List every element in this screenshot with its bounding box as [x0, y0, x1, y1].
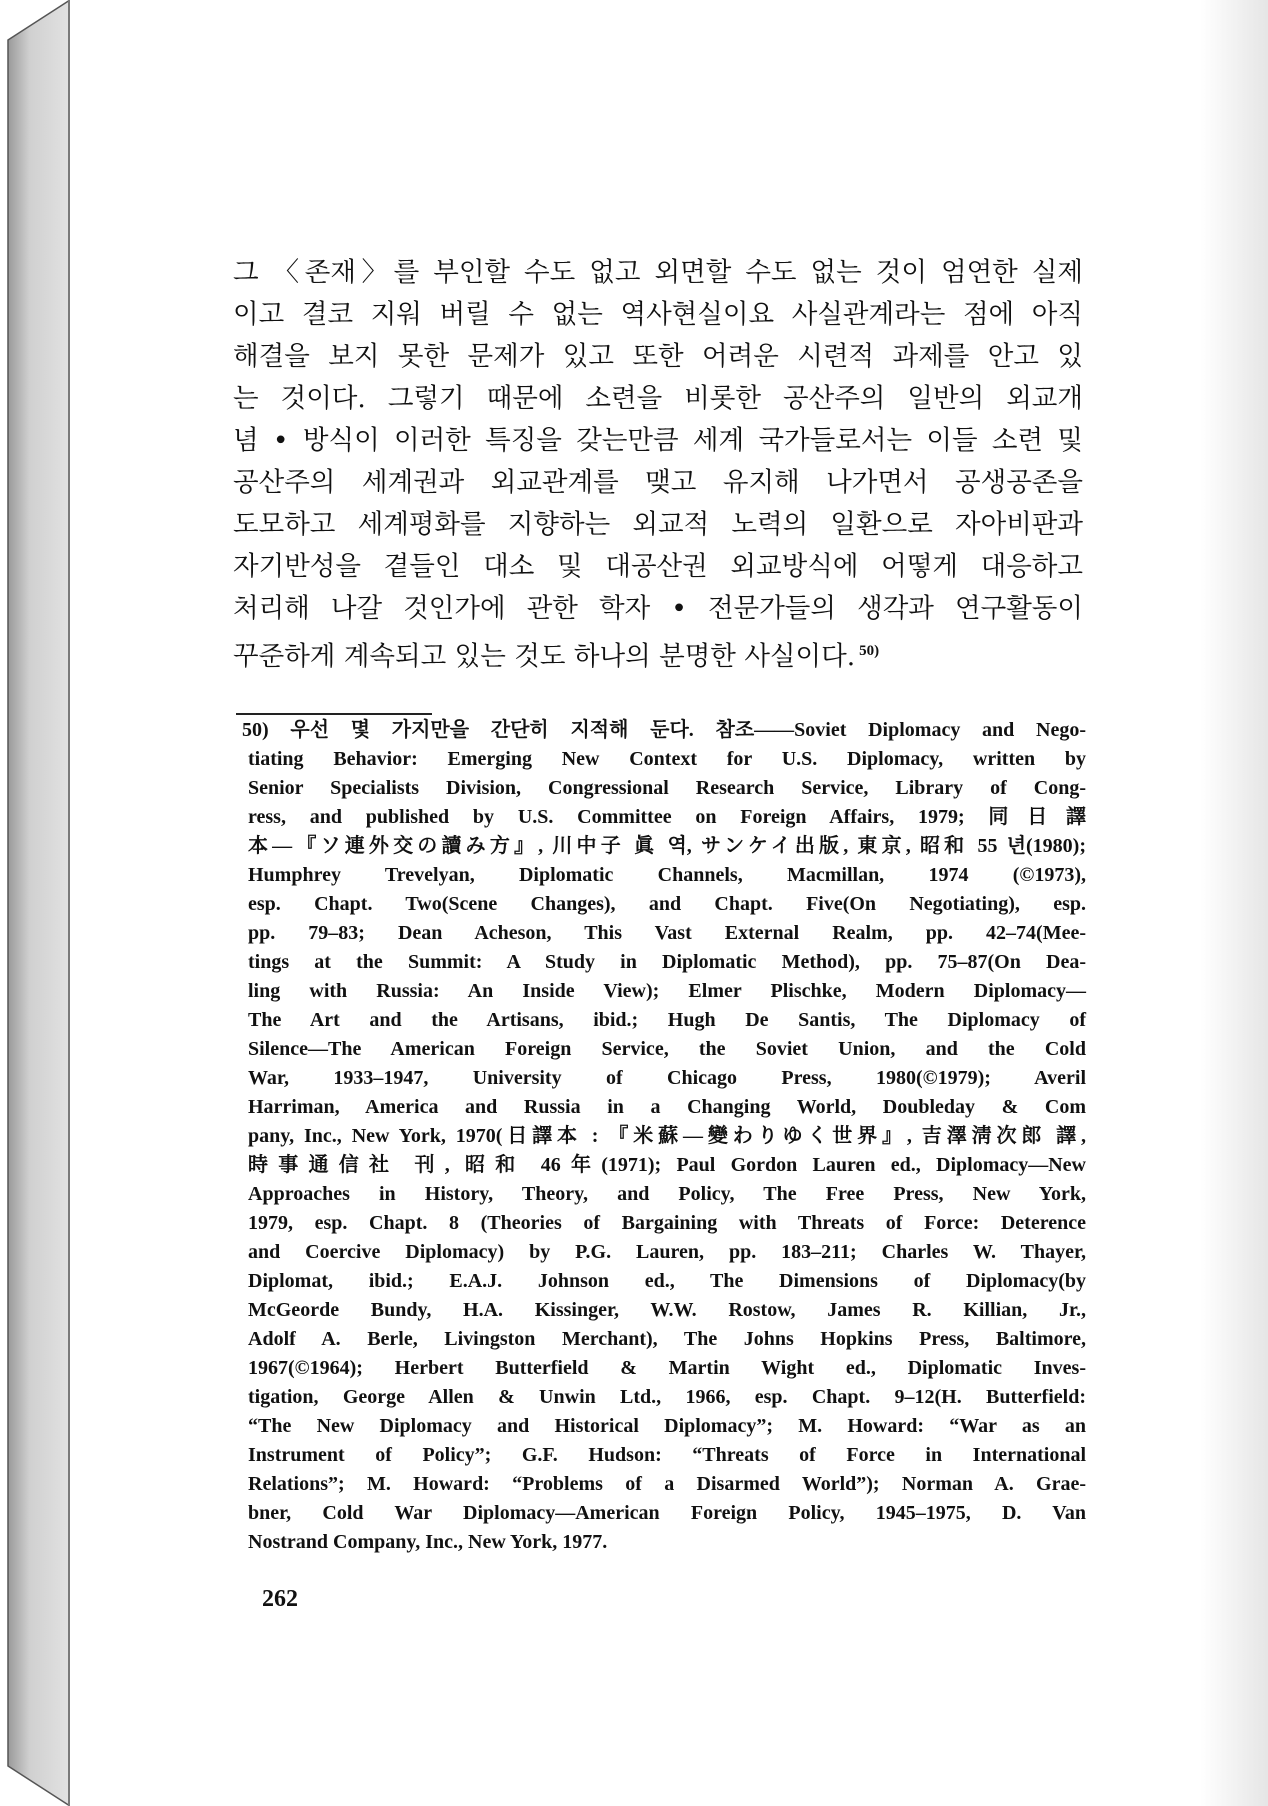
- footnote-reference: 50): [859, 643, 880, 659]
- body-line-last: [233, 630, 1083, 672]
- body-line: 자기반성을 곁들인 대소 및 대공산권 외교방식에 어떻게 대응하고: [233, 551, 1083, 582]
- footnote-line: “The New Diplomacy and Historical Diplomacy”; M. Howard: “War as an: [248, 1415, 1086, 1437]
- footnote-line: Harriman, America and Russia in a Changing World, Doubleday & Com: [248, 1096, 1086, 1118]
- footnote-line: esp. Chapt. Two(Scene Changes), and Chapt. Five(On Negotiating), esp.: [248, 893, 1086, 915]
- footnote-line: 本—『ソ連外交の讀み方』, 川中子 眞 역, サンケイ出版, 東京, 昭和 55 년(1980);: [248, 835, 1086, 857]
- footnote-line: tiating Behavior: Emerging New Context for U.S. Diplomacy, written by: [248, 748, 1086, 770]
- main-paragraph: [233, 252, 1083, 672]
- footnote-line: ress, and published by U.S. Committee on Foreign Affairs, 1979; 同日譯: [248, 806, 1086, 828]
- book-spine: [0, 0, 70, 1806]
- footnote-line: War, 1933–1947, University of Chicago Press, 1980(©1979); Averil: [248, 1067, 1086, 1089]
- body-line: 도모하고 세계평화를 지향하는 외교적 노력의 일환으로 자아비판과: [233, 509, 1083, 540]
- body-line: 는 것이다. 그렇기 때문에 소련을 비롯한 공산주의 일반의 외교개: [233, 383, 1083, 414]
- footnote-block: [242, 716, 1086, 1557]
- footnote-line: 50) 우선 몇 가지만을 간단히 지적해 둔다. 참조——Soviet Diplomacy and Nego-: [242, 719, 1086, 741]
- footnote-line: The Art and the Artisans, ibid.; Hugh De Santis, The Diplomacy of: [248, 1009, 1086, 1031]
- footnote-line: and Coercive Diplomacy) by P.G. Lauren, pp. 183–211; Charles W. Thayer,: [248, 1241, 1086, 1263]
- body-line-text: 꾸준하게 계속되고 있는 것도 하나의 분명한 사실이다.: [233, 640, 856, 672]
- footnote-line: Adolf A. Berle, Livingston Merchant), The Johns Hopkins Press, Baltimore,: [248, 1328, 1086, 1350]
- body-line: 그 〈존재〉를 부인할 수도 없고 외면할 수도 없는 것이 엄연한 실제: [233, 257, 1083, 288]
- footnote-line: Relations”; M. Howard: “Problems of a Disarmed World”); Norman A. Grae-: [248, 1473, 1086, 1495]
- footnote-line: 1979, esp. Chapt. 8 (Theories of Bargaining with Threats of Force: Deterence: [248, 1212, 1086, 1234]
- footnote-line: pany, Inc., New York, 1970(日譯本 : 『米蘇—變わりゆく世界』, 吉澤淸次郎 譯,: [248, 1125, 1086, 1147]
- footnote-line: ling with Russia: An Inside View); Elmer Plischke, Modern Diplomacy—: [248, 980, 1086, 1002]
- body-line: 처리해 나갈 것인가에 관한 학자 • 전문가들의 생각과 연구활동이: [233, 593, 1083, 624]
- footnote-line: Humphrey Trevelyan, Diplomatic Channels, Macmillan, 1974 (©1973),: [248, 864, 1086, 886]
- body-line: 해결을 보지 못한 문제가 있고 또한 어려운 시련적 과제를 안고 있: [233, 341, 1083, 372]
- footnote-line: Silence—The American Foreign Service, the Soviet Union, and the Cold: [248, 1038, 1086, 1060]
- footnote-line: tings at the Summit: A Study in Diplomatic Method), pp. 75–87(On Dea-: [248, 951, 1086, 973]
- footnote-line: Diplomat, ibid.; E.A.J. Johnson ed., The Dimensions of Diplomacy(by: [248, 1270, 1086, 1292]
- page-number: 262: [262, 1586, 298, 1612]
- footnote-line: tigation, George Allen & Unwin Ltd., 1966, esp. Chapt. 9–12(H. Butterfield:: [248, 1386, 1086, 1408]
- footnote-divider: [236, 713, 432, 715]
- footnote-line: 時事通信社 刊, 昭和 46年(1971); Paul Gordon Lauren ed., Diplomacy—New: [248, 1154, 1086, 1176]
- body-line: 공산주의 세계권과 외교관계를 맺고 유지해 나가면서 공생공존을: [233, 467, 1083, 498]
- body-line: 이고 결코 지워 버릴 수 없는 역사현실이요 사실관계라는 점에 아직: [233, 299, 1083, 330]
- footnote-line: bner, Cold War Diplomacy—American Foreign Policy, 1945–1975, D. Van: [248, 1502, 1086, 1524]
- footnote-line: Nostrand Company, Inc., New York, 1977.: [248, 1531, 608, 1553]
- footnote-line: Senior Specialists Division, Congressional Research Service, Library of Cong-: [248, 777, 1086, 799]
- footnote-line: 1967(©1964); Herbert Butterfield & Martin Wight ed., Diplomatic Inves-: [248, 1357, 1086, 1379]
- body-line: 념 • 방식이 이러한 특징을 갖는만큼 세계 국가들로서는 이들 소련 및: [233, 425, 1083, 456]
- footnote-line: pp. 79–83; Dean Acheson, This Vast External Realm, pp. 42–74(Mee-: [248, 922, 1086, 944]
- footnote-line: McGeorde Bundy, H.A. Kissinger, W.W. Rostow, James R. Killian, Jr.,: [248, 1299, 1086, 1321]
- footnote-line: Approaches in History, Theory, and Policy, The Free Press, New York,: [248, 1183, 1086, 1205]
- footnote-line: Instrument of Policy”; G.F. Hudson: “Threats of Force in International: [248, 1444, 1086, 1466]
